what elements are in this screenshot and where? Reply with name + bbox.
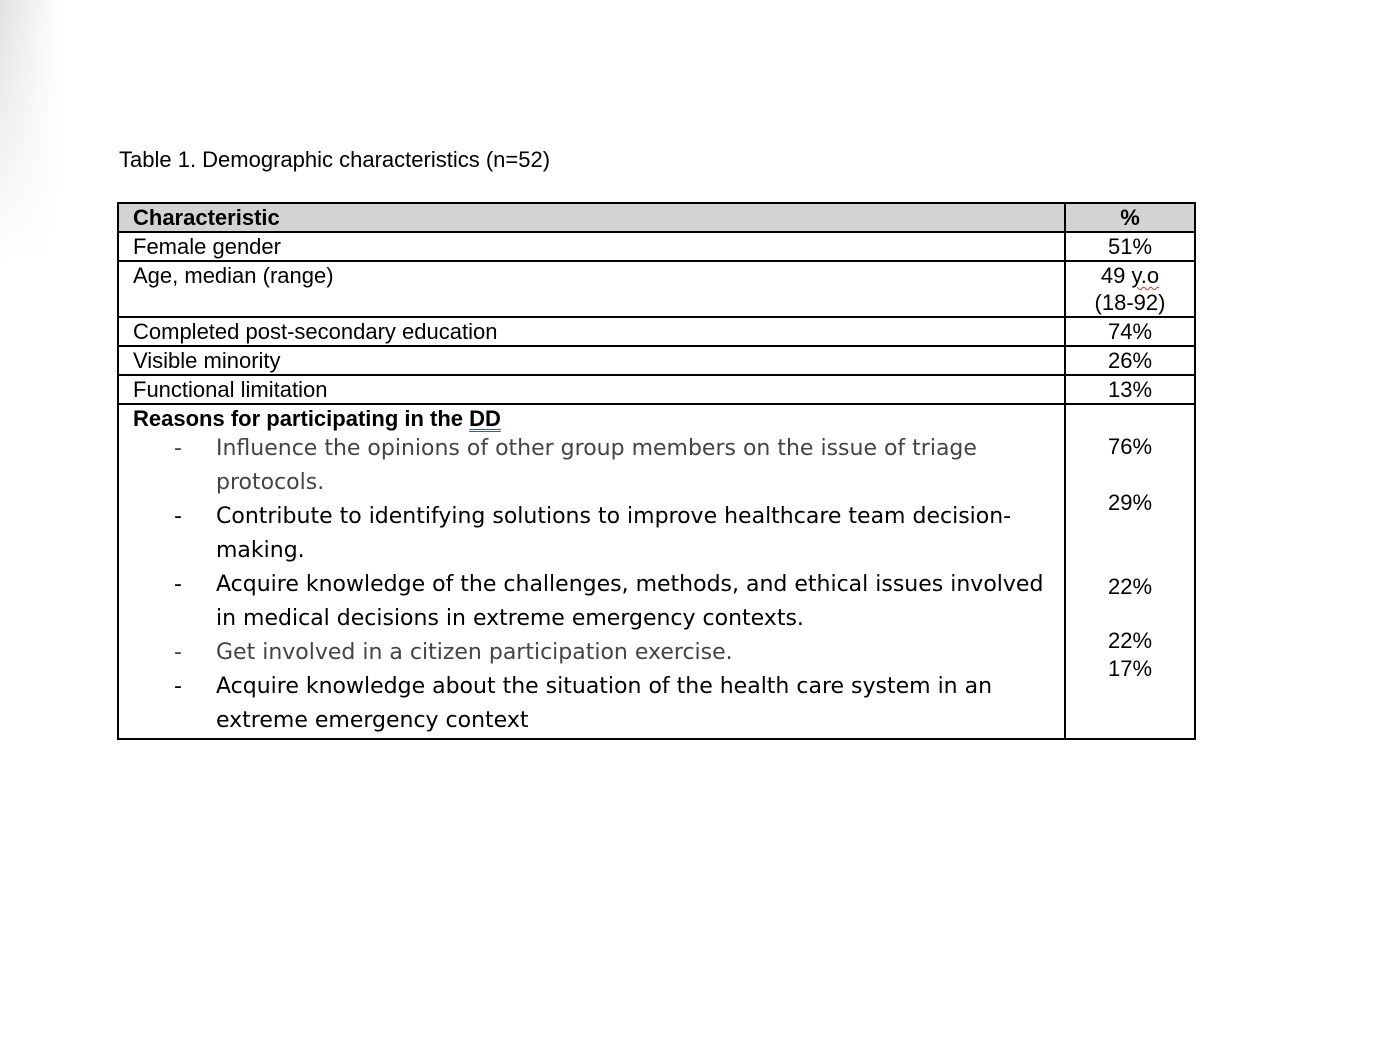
reason-text: Get involved in a citizen participation exercise. [216,640,733,665]
row-value-age-median [1066,262,1194,289]
reasons-title [119,405,1064,432]
reasons-title-prefix: Reasons for participating in the [133,406,470,431]
reasons-title-abbrev: DD [469,406,501,431]
table-row [118,346,1195,375]
reason-value: 76% [1107,434,1153,459]
reason-text: Acquire knowledge of the challenges, methods, and ethical issues involved in medical decisions in extreme emergency contexts. [216,572,1044,631]
row-label-female-gender: Female gender [133,234,281,259]
reason-text: Influence the opinions of other group members on the issue of triage protocols. [216,436,977,495]
header-percent-cell [1065,203,1195,232]
row-label-visible-minority: Visible minority [133,348,281,373]
table-row [118,317,1195,346]
reason-value: 29% [1107,490,1153,515]
table-header-row [118,203,1195,232]
row-value-functional-limitation: 13% [1107,377,1153,402]
header-percent: % [1120,205,1140,230]
bullet-dash: - [174,436,182,461]
table-row-reasons [118,404,1195,739]
row-value-female-gender: 51% [1107,234,1153,259]
reason-text: Contribute to identifying solutions to improve healthcare team decision-making. [216,504,1012,563]
list-item [119,500,1064,568]
table-row [118,261,1195,317]
reasons-list [119,432,1064,738]
table-row [118,232,1195,261]
table-row [118,375,1195,404]
list-item [119,432,1064,500]
list-item [119,670,1064,738]
header-characteristic: Characteristic [133,205,280,230]
bullet-dash: - [174,674,182,699]
bullet-dash: - [174,640,182,665]
reason-value: 22% [1107,574,1153,599]
row-value-visible-minority: 26% [1107,348,1153,373]
list-item [119,636,1064,670]
age-median-number: 49 [1100,263,1126,288]
bullet-dash: - [174,504,182,529]
page-edge-shadow [0,0,60,260]
table-caption: Table 1. Demographic characteristics (n=52) [119,147,551,172]
reason-value: 17% [1107,656,1153,681]
bullet-dash: - [174,572,182,597]
age-unit-spellcheck: y.o [1131,263,1160,288]
row-label-age: Age, median (range) [133,263,334,288]
row-value-age-range: (18-92) [1094,290,1166,315]
row-value-education: 74% [1107,319,1153,344]
reason-text: Acquire knowledge about the situation of the health care system in an extreme emergency context [216,674,993,733]
reasons-values [1066,405,1194,738]
reason-value: 22% [1107,628,1153,653]
list-item [119,568,1064,636]
demographics-table [117,202,1196,740]
row-label-functional-limitation: Functional limitation [133,377,328,402]
header-characteristic-cell [118,203,1065,232]
row-label-education: Completed post-secondary education [133,319,498,344]
